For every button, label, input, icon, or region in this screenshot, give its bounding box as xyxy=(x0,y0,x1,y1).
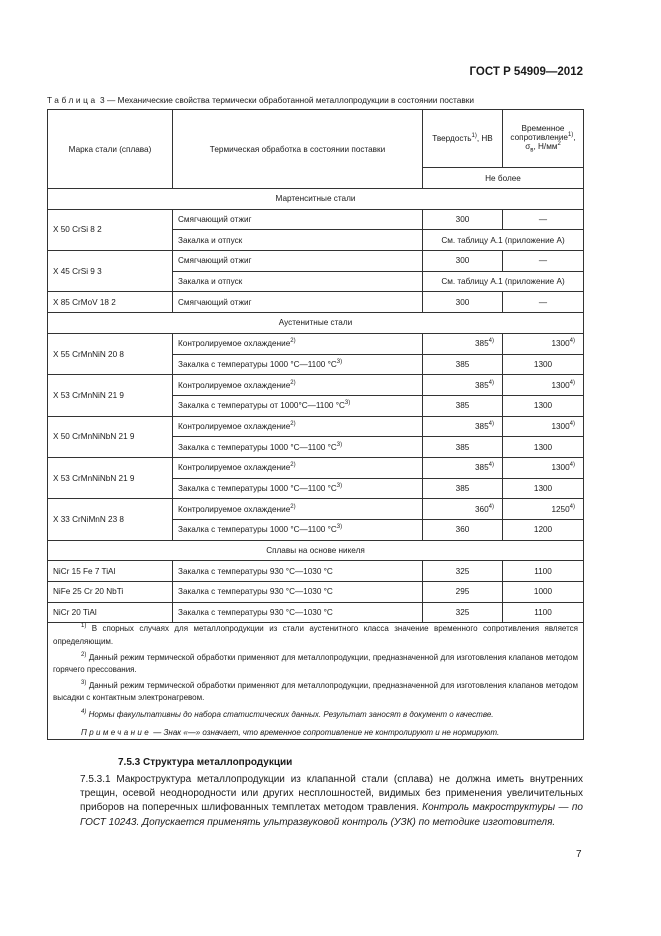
strength-symbol: σ xyxy=(525,141,531,151)
footnote-mark: 4) xyxy=(569,420,575,427)
grade-cell: X 53 CrMnNiN 21 9 xyxy=(48,375,173,416)
treatment-text: Контролируемое охлаждение xyxy=(178,421,291,431)
table-row xyxy=(48,333,584,354)
hardness-footnote: 1) xyxy=(471,133,477,139)
table-row xyxy=(48,375,584,396)
treatment-cell: Смягчающий отжиг xyxy=(173,292,423,313)
footnote-mark: 2) xyxy=(290,338,296,345)
grade-cell: X 85 CrMoV 18 2 xyxy=(48,292,173,313)
hardness-cell: 300 xyxy=(423,251,503,272)
hardness-cell xyxy=(423,375,503,396)
footnote-mark: 3) xyxy=(336,441,343,448)
footnote-mark: 2) xyxy=(290,503,296,510)
table-remark xyxy=(53,727,578,739)
table-row xyxy=(48,209,584,230)
treatment-cell xyxy=(173,416,423,437)
treatment-cell xyxy=(173,520,423,541)
footnote-mark: 2) xyxy=(290,379,296,386)
hardness-value: 360 xyxy=(474,504,489,514)
hardness-cell xyxy=(423,499,503,520)
strength-cell xyxy=(503,375,584,396)
footnote-mark: 3) xyxy=(344,400,351,407)
treatment-cell xyxy=(173,354,423,375)
strength-cell: 1300 xyxy=(503,478,584,499)
grade-cell: NiCr 15 Fe 7 TiAl xyxy=(48,561,173,582)
strength-value: 1300 xyxy=(551,339,570,349)
caption-word: Таблица xyxy=(47,95,98,105)
table-row xyxy=(48,292,584,313)
grade-cell: X 45 CrSi 9 3 xyxy=(48,251,173,292)
treatment-cell: Смягчающий отжиг xyxy=(173,251,423,272)
treatment-text: Контролируемое охлаждение xyxy=(178,380,291,390)
strength-cell: 1300 xyxy=(503,437,584,458)
strength-cell xyxy=(503,499,584,520)
strength-cell: 1300 xyxy=(503,395,584,416)
footnote-mark: 4) xyxy=(569,338,575,345)
footnote-mark: 4) xyxy=(488,379,494,386)
footnote-mark: 4) xyxy=(569,462,575,469)
paragraph-number: 7.5.3.1 xyxy=(80,774,111,785)
table-row xyxy=(48,582,584,603)
footnote-3 xyxy=(53,680,578,704)
table-row xyxy=(48,416,584,437)
hardness-cell xyxy=(423,416,503,437)
mechanical-properties-table xyxy=(47,109,584,740)
strength-cell xyxy=(503,457,584,478)
section-austenitic: Аустенитные стали xyxy=(48,313,584,334)
strength-label-2: сопротивление xyxy=(510,132,568,142)
footnote-mark: 3) xyxy=(336,524,343,531)
treatment-cell xyxy=(173,478,423,499)
grade-cell: X 53 CrMnNiNbN 21 9 xyxy=(48,457,173,498)
footnote-text: В спорных случаях для металлопродукции из стали аустенитного класса значение временного сопротивления является определяющим. xyxy=(53,624,578,646)
section-paragraph xyxy=(80,773,583,830)
strength-subscript: в xyxy=(530,147,534,154)
treatment-text: Контролируемое охлаждение xyxy=(178,504,291,514)
hardness-cell: 360 xyxy=(423,520,503,541)
footnote-mark: 4) xyxy=(488,338,494,345)
grade-cell: NiFe 25 Cr 20 NbTi xyxy=(48,582,173,603)
treatment-text: Закалка с температуры от 1000°С—1100 °С xyxy=(178,401,345,411)
table-row xyxy=(48,499,584,520)
strength-value: 1250 xyxy=(551,504,570,514)
hardness-value: 385 xyxy=(474,463,489,473)
page-number: 7 xyxy=(576,849,582,860)
footnote-mark: 3) xyxy=(336,358,343,365)
footnote-1 xyxy=(53,623,578,647)
treatment-cell xyxy=(173,395,423,416)
treatment-cell: Закалка с температуры 930 °С—1030 °С xyxy=(173,582,423,603)
treatment-text: Закалка с температуры 1000 °С—1100 °С xyxy=(178,442,337,452)
footnote-mark: 2) xyxy=(290,420,296,427)
header-treatment: Термическая обработка в состоянии поставки xyxy=(173,110,423,189)
table-row xyxy=(48,602,584,623)
header-not-more: Не более xyxy=(423,168,584,189)
footnote-mark: 4) xyxy=(569,379,575,386)
footnote-mark: 1) xyxy=(81,623,87,630)
remark-word: Примечание xyxy=(81,727,152,737)
footnote-mark: 4) xyxy=(488,462,494,469)
strength-cell: 1100 xyxy=(503,561,584,582)
treatment-cell: Закалка и отпуск xyxy=(173,230,423,251)
grade-cell: X 33 CrNiMnN 23 8 xyxy=(48,499,173,540)
treatment-text: Закалка с температуры 1000 °С—1100 °С xyxy=(178,525,337,535)
treatment-cell: Закалка с температуры 930 °С—1030 °С xyxy=(173,602,423,623)
footnote-4 xyxy=(53,709,578,721)
hardness-cell: 385 xyxy=(423,395,503,416)
strength-unit: , Н/мм xyxy=(533,141,558,151)
hardness-value: 385 xyxy=(474,380,489,390)
table-footnotes xyxy=(48,623,584,740)
header-hardness xyxy=(423,110,503,168)
footnote-mark: 2) xyxy=(290,462,296,469)
treatment-cell: Смягчающий отжиг xyxy=(173,209,423,230)
footnote-mark: 4) xyxy=(81,708,87,715)
table-row xyxy=(48,457,584,478)
strength-unit-power: 2 xyxy=(557,140,561,147)
hardness-value: 385 xyxy=(474,339,489,349)
remark-text: — Знак «—» означает, что временное сопротивление не контролируют и не нормируют. xyxy=(151,727,500,737)
strength-cell: — xyxy=(503,251,584,272)
table-row xyxy=(48,251,584,272)
footnote-mark: 4) xyxy=(488,503,494,510)
treatment-cell xyxy=(173,333,423,354)
paragraph-text: Макроструктура металлопродукции из клапанной стали (сплава) не должна иметь внутренних трещин, осевой неоднородности или других неcплошностей, видимых без применения увеличительных приборов на поперечных шлифованных темплетах методом травления. xyxy=(80,774,583,814)
strength-value: 1300 xyxy=(551,463,570,473)
strength-cell: — xyxy=(503,292,584,313)
section-martensitic: Мартенситные стали xyxy=(48,189,584,210)
grade-cell: X 55 CrMnNiN 20 8 xyxy=(48,333,173,374)
header-grade: Марка стали (сплава) xyxy=(48,110,173,189)
hardness-value: 385 xyxy=(474,421,489,431)
hardness-cell: 300 xyxy=(423,292,503,313)
treatment-cell xyxy=(173,499,423,520)
treatment-cell xyxy=(173,375,423,396)
treatment-text: Закалка с температуры 1000 °С—1100 °С xyxy=(178,483,337,493)
treatment-text: Контролируемое охлаждение xyxy=(178,463,291,473)
section-heading: 7.5.3 Структура металлопродукции xyxy=(118,757,293,768)
footnote-text: Данный режим термической обработки применяют для металлопродукции, предназначенной для изготовления клапанов методом горячего прессования. xyxy=(53,652,578,675)
hardness-cell xyxy=(423,457,503,478)
strength-value: 1300 xyxy=(551,380,570,390)
footnote-mark: 4) xyxy=(569,503,575,510)
treatment-text: Контролируемое охлаждение xyxy=(178,339,291,349)
treatment-cell xyxy=(173,437,423,458)
header-strength: Временное сопротивление$^{1)}$, $\sigma_в$, $Н/мм^2$ xyxy=(503,110,584,168)
table-row xyxy=(48,561,584,582)
strength-cell: 1300 xyxy=(503,354,584,375)
footnote-mark: 4) xyxy=(488,420,494,427)
footnote-text: Нормы факультативны до набора статистических данных. Результат заносят в документ о качестве. xyxy=(86,709,494,719)
hardness-cell: 300 xyxy=(423,209,503,230)
hardness-cell: 385 xyxy=(423,354,503,375)
strength-cell: 1000 xyxy=(503,582,584,603)
strength-cell: 1100 xyxy=(503,602,584,623)
paragraph-italic-text: Контроль макроструктуры — по ГОСТ 10243. Допускается применять ультразвуковой контроль (УЗК) по методике изготовителя. xyxy=(80,802,583,828)
strength-cell xyxy=(503,333,584,354)
treatment-text: Закалка с температуры 1000 °С—1100 °С xyxy=(178,359,337,369)
hardness-cell: 325 xyxy=(423,561,503,582)
grade-cell: X 50 CrMnNiNbN 21 9 xyxy=(48,416,173,457)
hardness-cell: 385 xyxy=(423,478,503,499)
footnote-mark: 3) xyxy=(81,680,87,687)
standard-designation: ГОСТ Р 54909—2012 xyxy=(469,66,583,78)
footnote-mark: 2) xyxy=(81,651,87,658)
grade-cell: NiCr 20 TiAl xyxy=(48,602,173,623)
strength-cell xyxy=(503,416,584,437)
table-caption xyxy=(47,95,474,105)
section-nickel: Сплавы на основе никеля xyxy=(48,540,584,561)
grade-cell: X 50 CrSi 8 2 xyxy=(48,209,173,250)
strength-label-1: Временное xyxy=(521,123,565,133)
hardness-cell: 295 xyxy=(423,582,503,603)
caption-number: 3 xyxy=(100,95,105,105)
hardness-unit: , НВ xyxy=(476,134,493,143)
strength-value: 1300 xyxy=(551,421,570,431)
strength-cell: 1200 xyxy=(503,520,584,541)
reference-cell: См. таблицу А.1 (приложение А) xyxy=(423,271,584,292)
footnote-2 xyxy=(53,652,578,676)
treatment-cell: Закалка и отпуск xyxy=(173,271,423,292)
treatment-cell xyxy=(173,457,423,478)
strength-cell: — xyxy=(503,209,584,230)
hardness-cell xyxy=(423,333,503,354)
hardness-cell: 385 xyxy=(423,437,503,458)
strength-footnote: 1) xyxy=(567,131,574,138)
reference-cell: См. таблицу А.1 (приложение А) xyxy=(423,230,584,251)
caption-title: — Механические свойства термически обработанной металлопродукции в состоянии поставки xyxy=(104,95,474,105)
hardness-label: Твердость xyxy=(432,134,472,143)
footnote-text: Данный режим термической обработки применяют для металлопродукции, предназначенной для изготовления клапанов методом высадки с контактным электронагревом. xyxy=(53,681,578,703)
hardness-cell: 325 xyxy=(423,602,503,623)
treatment-cell: Закалка с температуры 930 °С—1030 °С xyxy=(173,561,423,582)
footnote-mark: 3) xyxy=(336,482,343,489)
